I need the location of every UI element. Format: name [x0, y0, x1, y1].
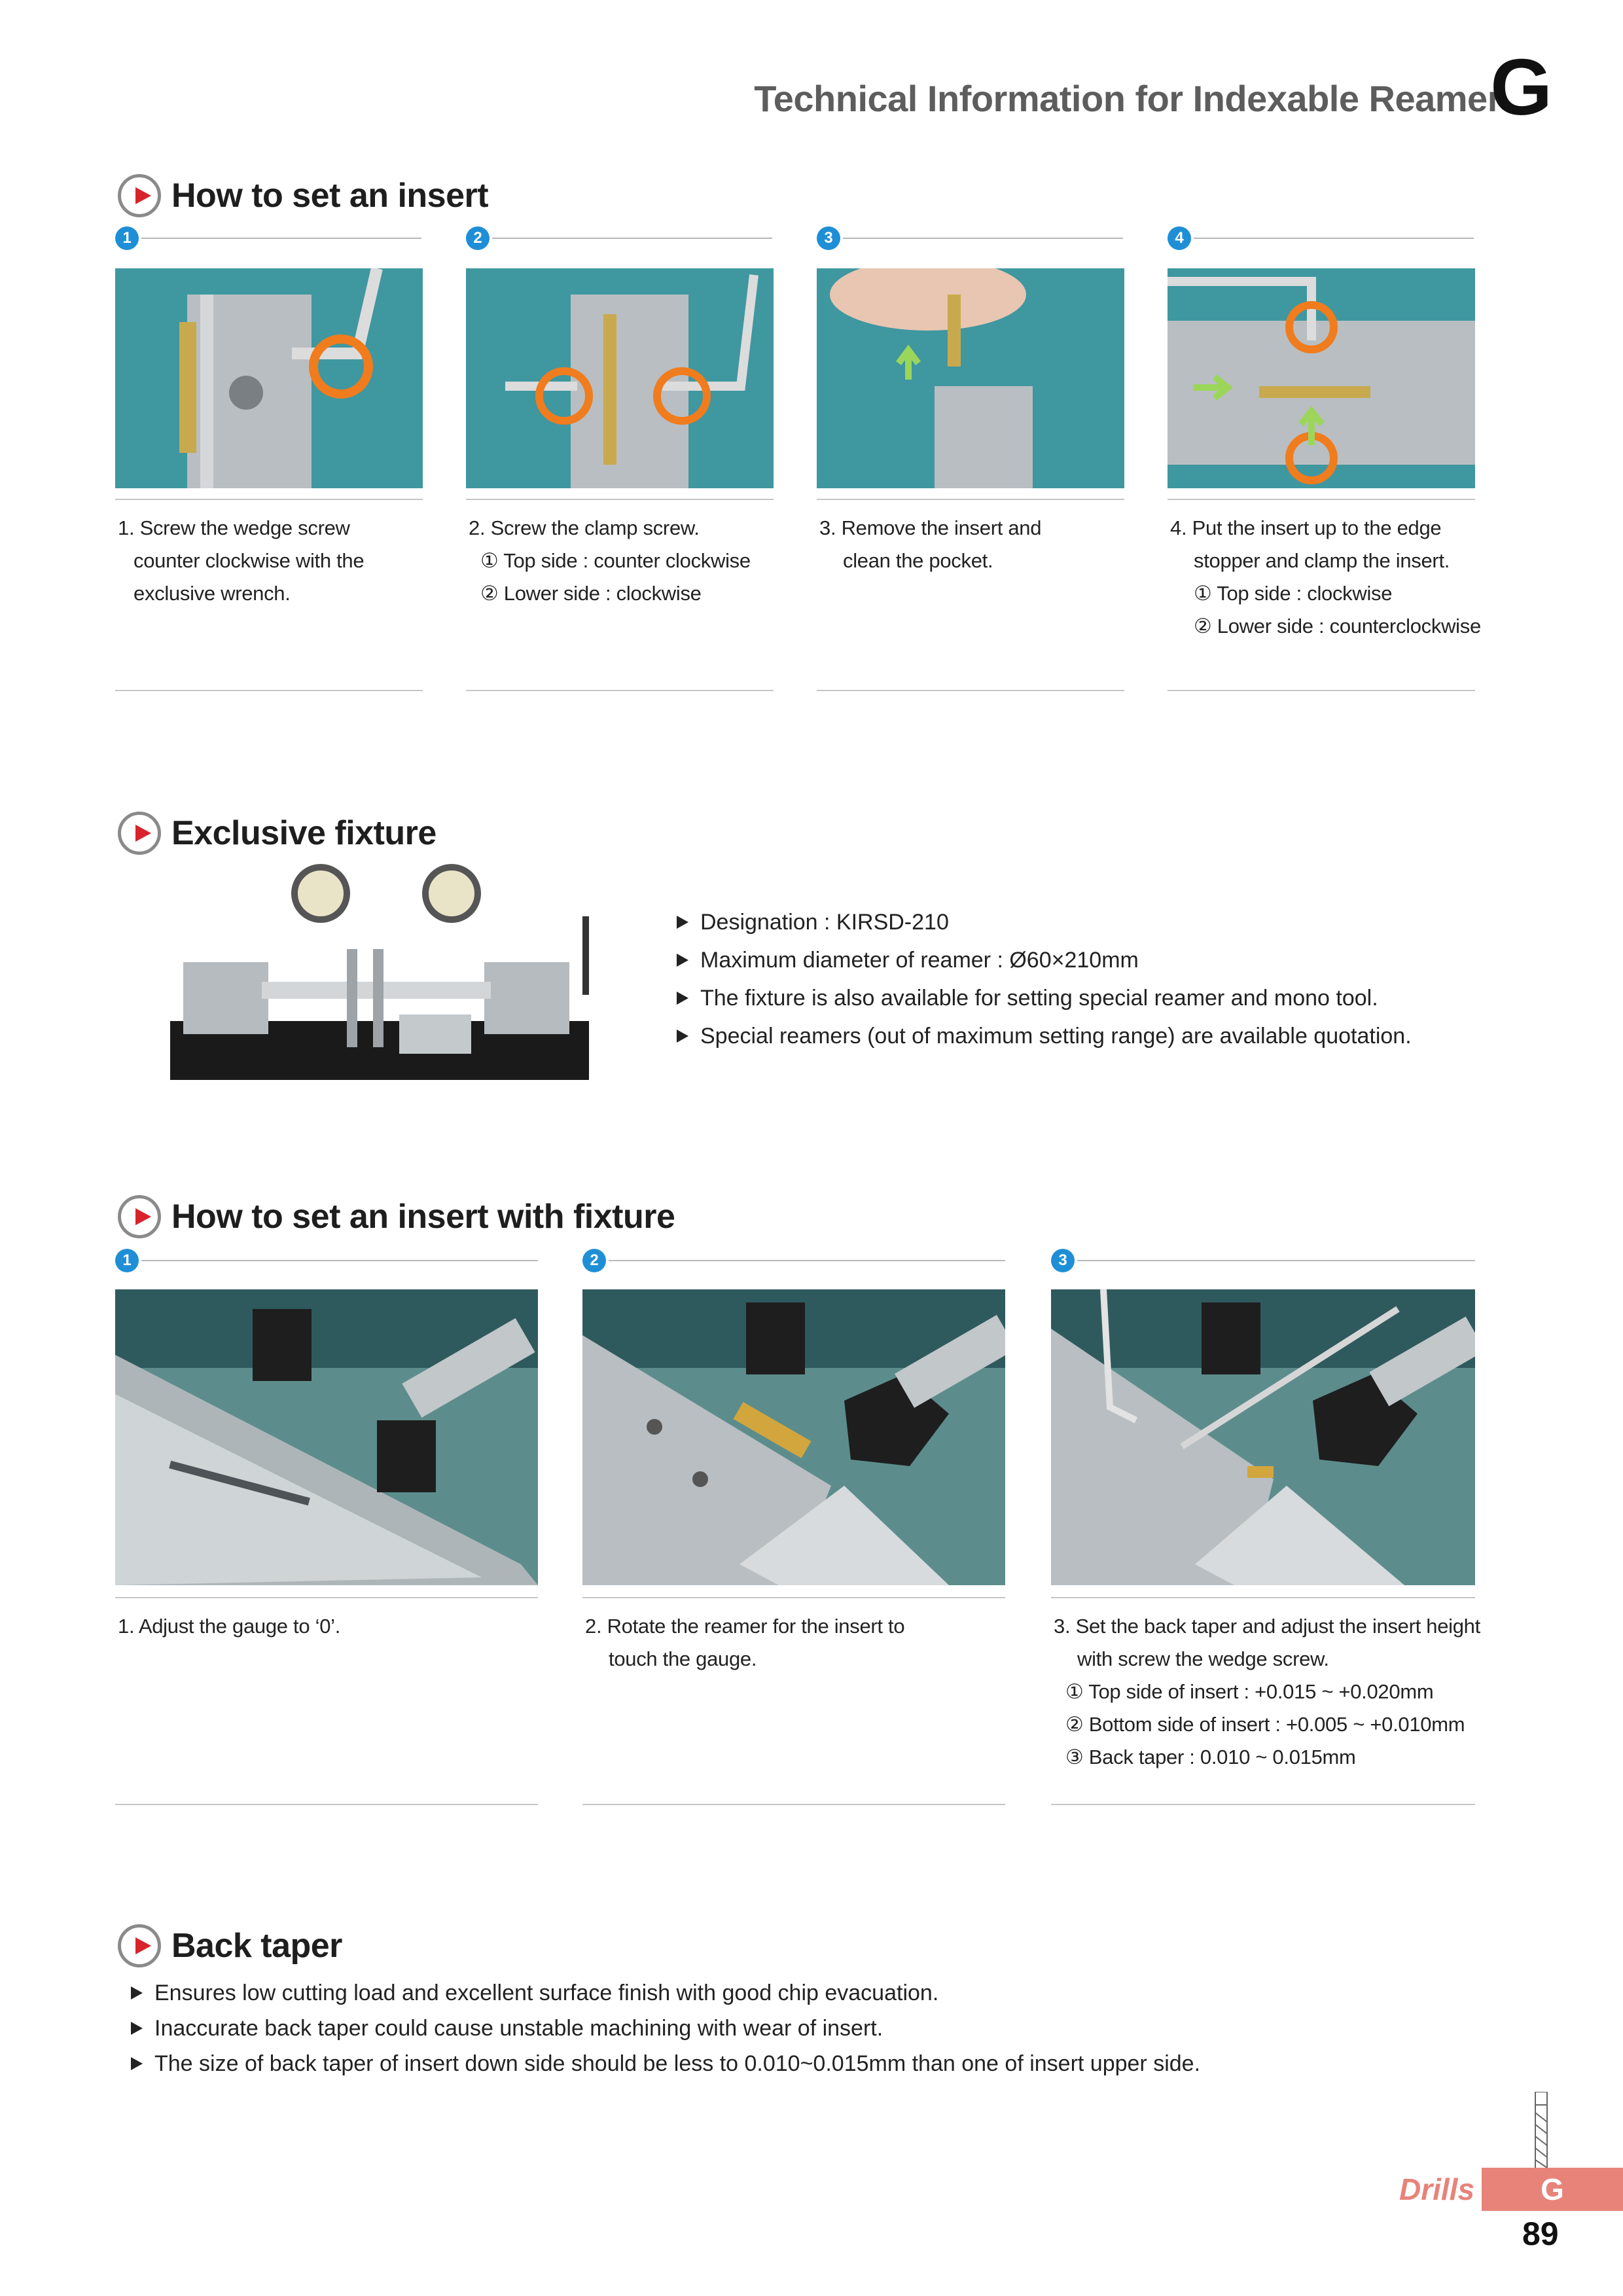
caption-line: with screw the wedge screw.: [1077, 1647, 1329, 1670]
divider: [1168, 690, 1475, 691]
play-circle-icon: [118, 174, 161, 217]
caption-line: stopper and clamp the insert.: [1194, 549, 1450, 572]
bullet-triangle-icon: [677, 916, 688, 929]
caption-line: ① Top side of insert : +0.015 ~ +0.020mm: [1065, 1680, 1434, 1703]
divider: [609, 1260, 1005, 1261]
bullet-item: [131, 2046, 1200, 2081]
caption-line: 2. Screw the clamp screw.: [469, 516, 700, 539]
photo-fixture-step-3: [1051, 1289, 1475, 1585]
bullet-triangle-icon: [131, 1986, 143, 2000]
caption-line: 2. Rotate the reamer for the insert to: [585, 1615, 905, 1638]
caption-fixture-step-2: [585, 1610, 1004, 1676]
bullet-triangle-icon: [677, 954, 688, 967]
bullet-text: The size of back taper of insert down side should be less to 0.010~0.015mm than one of insert upper side.: [154, 2051, 1201, 2076]
divider: [141, 1260, 538, 1261]
step-badge: 2: [582, 1249, 606, 1272]
divider: [1051, 1597, 1475, 1598]
page-header-title: Technical Information for Indexable Reamer: [754, 78, 1501, 119]
step-badge: 2: [466, 226, 490, 250]
caption-line: ① Top side : counter clockwise: [480, 549, 751, 572]
divider: [1077, 1260, 1475, 1261]
caption-step-3: [819, 512, 1127, 577]
bullet-triangle-icon: [131, 2022, 143, 2035]
back-taper-bullets: [131, 1975, 1200, 2081]
bullet-item: [131, 2011, 1200, 2046]
section-heading-back-taper: [118, 1922, 342, 1970]
fixture-bullets: [677, 903, 1412, 1055]
step-badge: 1: [115, 1249, 139, 1272]
section-title: How to set an insert with fixture: [171, 1198, 675, 1236]
divider: [115, 499, 423, 500]
caption-line: ① Top side : clockwise: [1194, 582, 1393, 605]
bullet-triangle-icon: [677, 1030, 688, 1043]
page-number: 89: [1522, 2215, 1559, 2252]
chapter-letter: G: [1490, 43, 1552, 132]
photo-step-4: [1168, 268, 1475, 488]
caption-line: ③ Back taper : 0.010 ~ 0.015mm: [1065, 1746, 1356, 1768]
section-title: Back taper: [171, 1927, 342, 1965]
caption-line: ② Lower side : clockwise: [480, 582, 702, 605]
divider: [1194, 238, 1474, 239]
divider: [466, 499, 774, 500]
bullet-text: Special reamers (out of maximum setting range) are available quotation.: [700, 1024, 1412, 1049]
divider: [1168, 499, 1475, 500]
divider: [582, 1804, 1005, 1805]
section-heading-with-fixture: [118, 1193, 675, 1241]
section-heading-fixture: [118, 809, 437, 857]
divider: [817, 499, 1124, 500]
bullet-item: [677, 941, 1412, 979]
caption-line: ② Lower side : counterclockwise: [1194, 615, 1481, 637]
caption-line: 1. Screw the wedge screw: [118, 516, 350, 539]
bullet-text: Designation : KIRSD-210: [700, 910, 949, 935]
caption-step-4: [1170, 512, 1491, 643]
bullet-triangle-icon: [131, 2057, 143, 2070]
drill-icon: [1529, 2092, 1554, 2179]
caption-line: 1. Adjust the gauge to ‘0’.: [118, 1615, 341, 1638]
bullet-triangle-icon: [677, 992, 688, 1005]
fixture-photo: [164, 864, 589, 1086]
caption-line: 3. Set the back taper and adjust the insert height: [1054, 1615, 1480, 1638]
caption-fixture-step-1: [118, 1610, 537, 1643]
bullet-item: [677, 1017, 1412, 1055]
step-badge: 3: [817, 226, 840, 250]
divider: [466, 690, 774, 691]
step-badge: 3: [1051, 1249, 1075, 1272]
section-title: How to set an insert: [171, 177, 489, 215]
caption-line: 4. Put the insert up to the edge: [1170, 516, 1442, 539]
section-title: Exclusive fixture: [171, 814, 437, 852]
divider: [582, 1597, 1005, 1598]
divider: [817, 690, 1124, 691]
caption-line: ② Bottom side of insert : +0.005 ~ +0.010mm: [1065, 1713, 1465, 1736]
bullet-text: Inaccurate back taper could cause unstable machining with wear of insert.: [154, 2016, 883, 2041]
caption-step-2: [469, 512, 776, 610]
photo-step-2: [466, 268, 774, 488]
caption-line: touch the gauge.: [609, 1647, 757, 1670]
footer-category: Drills: [1399, 2172, 1475, 2206]
photo-fixture-step-2: [582, 1289, 1005, 1585]
caption-line: exclusive wrench.: [134, 582, 291, 605]
play-circle-icon: [118, 812, 161, 855]
bullet-text: The fixture is also available for setting special reamer and mono tool.: [700, 986, 1378, 1011]
bullet-item: [677, 903, 1412, 941]
section-heading-insert: [118, 171, 488, 220]
divider: [115, 1804, 538, 1805]
divider: [115, 1597, 538, 1598]
caption-line: counter clockwise with the: [134, 549, 365, 572]
divider: [1051, 1804, 1475, 1805]
photo-step-1: [115, 268, 423, 488]
photo-step-3: [817, 268, 1124, 488]
bullet-text: Ensures low cutting load and excellent surface finish with good chip evacuation.: [154, 1981, 939, 2005]
divider: [115, 690, 423, 691]
bullet-item: [677, 979, 1412, 1017]
step-badge: 1: [115, 226, 139, 250]
divider: [492, 238, 772, 239]
play-circle-icon: [118, 1924, 161, 1967]
caption-line: clean the pocket.: [843, 549, 993, 572]
caption-fixture-step-3: [1054, 1610, 1486, 1774]
divider: [141, 238, 421, 239]
caption-line: 3. Remove the insert and: [819, 516, 1042, 539]
caption-step-1: [118, 512, 425, 610]
bullet-item: [131, 1975, 1200, 2011]
play-circle-icon: [118, 1195, 161, 1238]
bullet-text: Maximum diameter of reamer : Ø60×210mm: [700, 948, 1139, 973]
photo-fixture-step-1: [115, 1289, 538, 1585]
divider: [843, 238, 1123, 239]
step-badge: 4: [1168, 226, 1191, 250]
footer-chapter-tab: G: [1482, 2168, 1623, 2211]
